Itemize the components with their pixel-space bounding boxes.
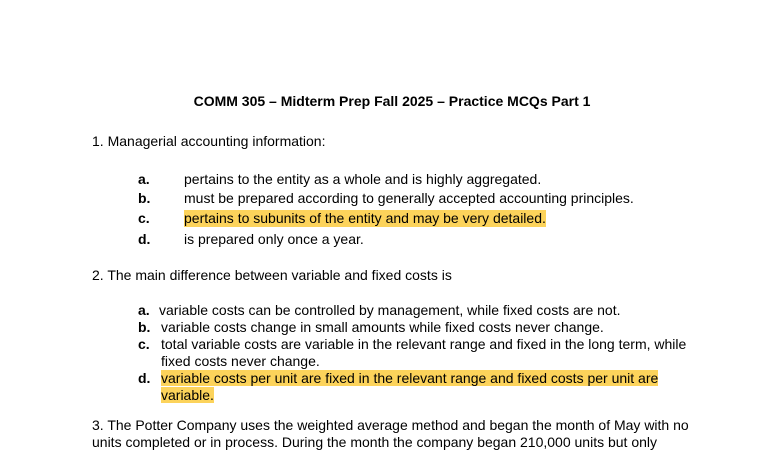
question-number: 2. xyxy=(92,267,104,283)
question-text: The Potter Company uses the weighted average method and began the month of May with no units completed or in process. During the month the company began 210,000 units but only xyxy=(92,417,689,450)
option-letter: c. xyxy=(138,210,150,226)
option-letter: c. xyxy=(138,336,150,352)
option-letter: d. xyxy=(138,231,151,247)
question-2 xyxy=(92,267,452,284)
question-number: 1. xyxy=(92,133,104,149)
option-text: variable costs change in small amounts while fixed costs never change. xyxy=(161,319,604,335)
option-text-highlighted: pertains to subunits of the entity and may be very detailed. xyxy=(184,210,546,226)
question-number: 3. xyxy=(92,417,104,433)
option-letter: b. xyxy=(138,319,151,335)
option-letter: a. xyxy=(138,302,150,318)
option-text-highlighted: variable costs per unit are fixed in the relevant range and fixed costs per unit are variable. xyxy=(161,370,659,403)
page-title: COMM 305 – Midterm Prep Fall 2025 – Practice MCQs Part 1 xyxy=(193,93,591,109)
option-text: variable costs can be controlled by management, while fixed costs are not. xyxy=(159,302,621,318)
option-text: is prepared only once a year. xyxy=(184,231,364,247)
option-letter: b. xyxy=(138,190,151,206)
question-text: Managerial accounting information: xyxy=(107,133,326,149)
option-text: pertains to the entity as a whole and is highly aggregated. xyxy=(184,171,542,187)
option-text: total variable costs are variable in the relevant range and fixed in the long term, while fixed costs never change. xyxy=(161,336,687,369)
option-letter: d. xyxy=(138,370,151,386)
question-1 xyxy=(92,133,325,150)
question-text: The main difference between variable and fixed costs is xyxy=(107,267,452,283)
question-3 xyxy=(92,417,692,451)
option-letter: a. xyxy=(138,171,150,187)
option-text: must be prepared according to generally accepted accounting principles. xyxy=(184,190,634,206)
